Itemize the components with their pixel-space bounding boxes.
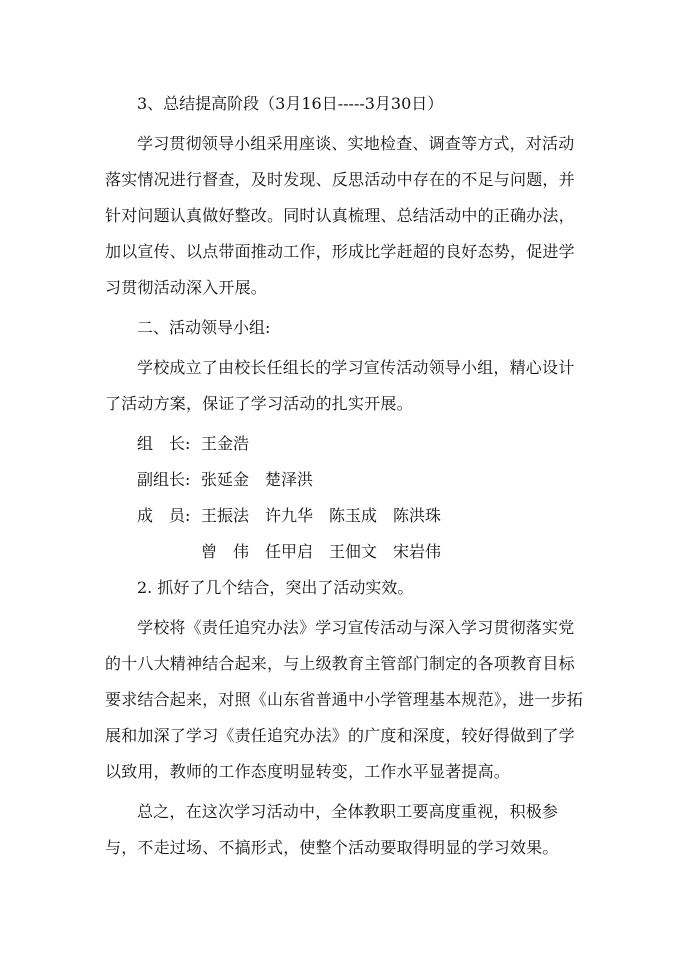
- section2-paragraph: 学校成立了由校长任组长的学习宣传活动领导小组，精心设计了活动方案，保证了学习活动的扎实开展。: [105, 358, 575, 413]
- section3-paragraph: 学习贯彻领导小组采用座谈、实地检查、调查等方式，对活动落实情况进行督查，及时发现、反思活动中存在的不足与问题，并针对问题认真做好整改。同时认真梳理、总结活动中的正确办法，加以宣传、以点带面推动工作，形成比学赶超的良好态势，促进学习贯彻活动深入开展。: [105, 134, 575, 297]
- deputy-line: [105, 462, 587, 498]
- deputy-role-label: 副组长:: [137, 470, 191, 489]
- point2-heading: 2. 抓好了几个结合，突出了活动实效。: [137, 578, 414, 597]
- deputy-names: 张延金 楚泽洪: [201, 470, 314, 489]
- leadership-group-list: [105, 426, 587, 570]
- members-role-label: 成 员:: [137, 506, 191, 525]
- document-body: [105, 86, 587, 866]
- summary-paragraph: 总之，在这次学习活动中，全体教职工要高度重视，积极参与，不走过场、不搞形式，使整个活动要取得明显的学习效果。: [105, 802, 559, 857]
- members-names-line1: 王振法 许九华 陈玉成 陈洪珠: [201, 506, 442, 525]
- leader-names: 王金浩: [201, 434, 250, 453]
- members-line: [105, 498, 587, 534]
- leader-line: [105, 426, 587, 462]
- section3-heading: 3、总结提高阶段（3月16日-----3月30日）: [137, 94, 444, 113]
- section2-heading: 二、活动领导小组:: [137, 318, 271, 337]
- members-names-line2: 曾 伟 任甲启 王佃文 宋岩伟: [201, 542, 442, 561]
- members-continuation-line: [105, 534, 587, 570]
- point2-paragraph: 学校将《责任追究办法》学习宣传活动与深入学习贯彻落实党的十八大精神结合起来，与上级教育主管部门制定的各项教育目标要求结合起来，对照《山东省普通中小学管理基本规范》，进一步拓展和加深了学习《责任追究办法》的广度和深度，较好得做到了学以致用，教师的工作态度明显转变，工作水平显著提高。: [105, 618, 584, 781]
- leader-role-label: 组 长:: [137, 434, 191, 453]
